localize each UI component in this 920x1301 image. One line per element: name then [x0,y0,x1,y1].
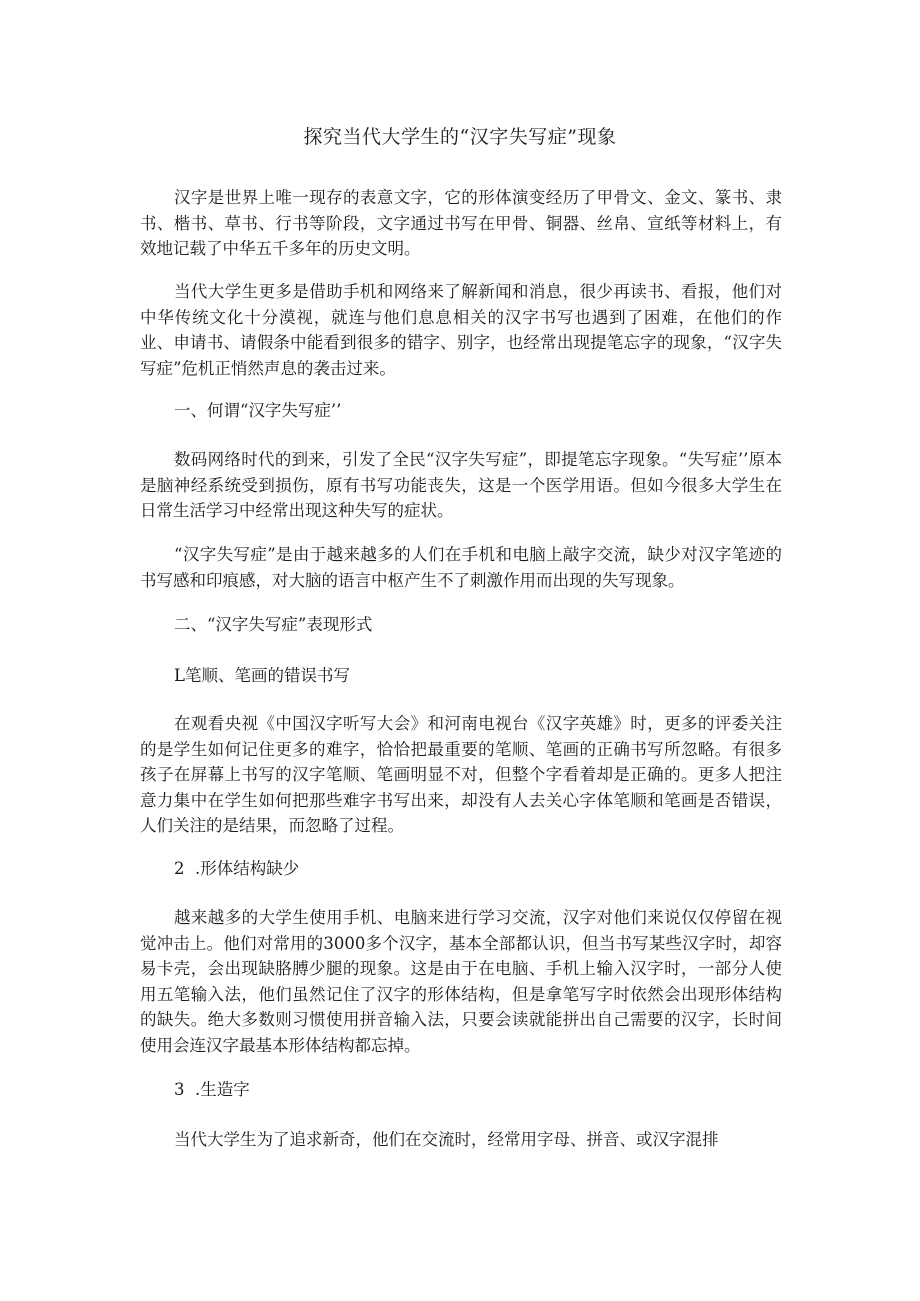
paragraph-intro: 汉字是世界上唯一现存的表意文字，它的形体演变经历了甲骨文、金文、篆书、隶书、楷书、草书、行书等阶段，文字通过书写在甲骨、铜器、丝帛、宣纸等材料上，有效地记载了中华五千多年的历史文明。 [140,188,782,258]
subsection-heading-2: 2 .形体结构缺少 [174,859,300,878]
paragraph-cause: “汉字失写症”是由于越来越多的人们在手机和电脑上敲字交流，缺少对汉字笔迹的书写感和印痕感，对大脑的语言中枢产生不了刺激作用而出现的失写现象。 [140,545,782,590]
paragraph-stroke-order: 在观看央视《中国汉字听写大会》和河南电视台《汉字英雄》时，更多的评委关注的是学生如何记住更多的难字，恰恰把最重要的笔顺、笔画的正确书写所忽略。有很多孩子在屏幕上书写的汉字笔顺、笔画明显不对，但整个字看着却是正确的。更多人把注意力集中在学生如何把那些难字书写出来，却没有人去关心字体笔顺和笔画是否错误，人们关注的是结果，而忽略了过程。 [140,714,782,835]
subsection-heading-1: L笔顺、笔画的错误书写 [174,666,350,685]
section-heading-1: 一、何谓“汉字失写症’’ [174,401,342,420]
paragraph-definition: 数码网络时代的到来，引发了全民“汉字失写症”，即提笔忘字现象。“失写症’’原本是脑神经系统受到损伤，原有书写功能丧失，这是一个医学用语。但如今很多大学生在日常生活学习中经常出现这种失写的症状。 [140,450,782,520]
document-title: 探究当代大学生的“汉字失写症”现象 [303,126,617,148]
subsection-heading-3: 3 .生造字 [174,1080,250,1099]
section-heading-2: 二、“汉字失写症”表现形式 [174,615,373,634]
paragraph-invented-characters: 当代大学生为了追求新奇，他们在交流时，经常用字母、拼音、或汉字混排 [174,1130,719,1149]
paragraph-structure: 越来越多的大学生使用手机、电脑来进行学习交流，汉字对他们来说仅仅停留在视觉冲击上。他们对常用的3000多个汉字，基本全部都认识，但当书写某些汉字时，却容易卡壳，会出现缺胳膊少腿的现象。这是由于在电脑、手机上输入汉字时，一部分人使用五笔输入法，他们虽然记住了汉字的形体结构，但是拿笔写字时依然会出现形体结构的缺失。绝大多数则习惯使用拼音输入法，只要会读就能拼出自己需要的汉字，长时间使用会连汉字最基本形体结构都忘掉。 [140,908,782,1055]
paragraph-background: 当代大学生更多是借助手机和网络来了解新闻和消息，很少再读书、看报，他们对中华传统文化十分漠视，就连与他们息息相关的汉字书写也遇到了困难，在他们的作业、申请书、请假条中能看到很多的错字、别字，也经常出现提笔忘字的现象，“汉字失写症”危机正悄然声息的袭击过来。 [140,282,782,378]
